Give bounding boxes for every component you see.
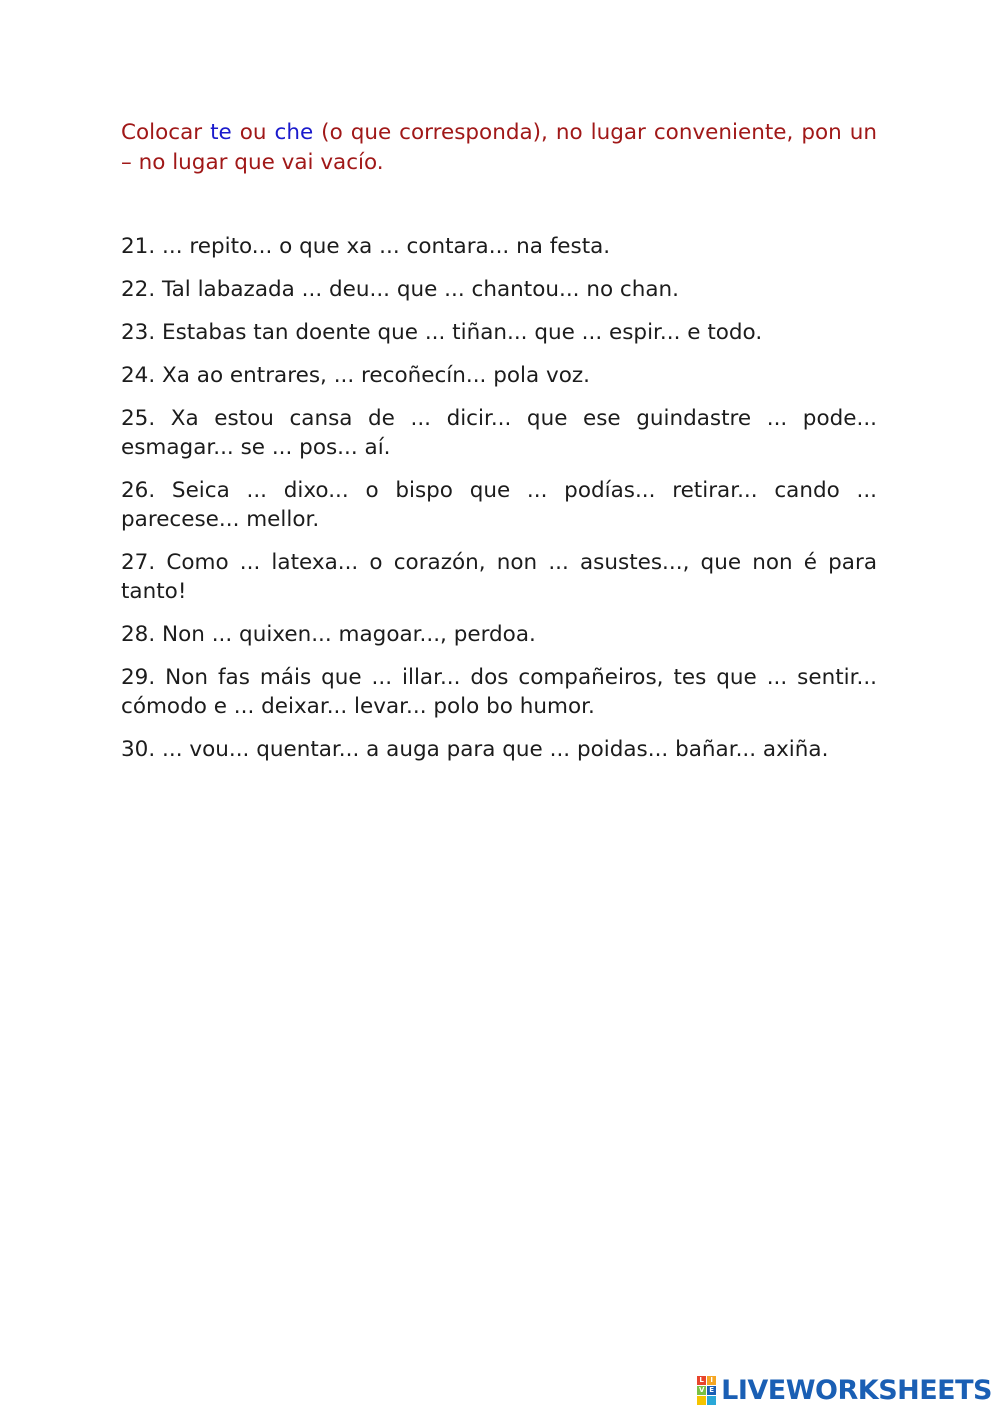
instructions	[121, 118, 877, 178]
exercise-list	[121, 232, 877, 764]
logo-text: LIVEWORKSHEETS	[721, 1374, 992, 1406]
exercise-item-30: 30. ... vou... quentar... a auga para que ... poidas... bañar... axiña.	[121, 737, 829, 762]
logo-mark-cell	[697, 1396, 706, 1405]
logo-mark-icon	[697, 1376, 716, 1405]
exercise-item-27: 27. Como ... latexa... o corazón, non ... asustes..., que non é para tanto!	[121, 550, 877, 604]
liveworksheets-logo[interactable]	[697, 1373, 992, 1407]
logo-mark-cell	[707, 1396, 716, 1405]
logo-mark-cell: E	[707, 1386, 716, 1395]
logo-mark-cell: V	[698, 1385, 705, 1394]
exercise-item-28: 28. Non ... quixen... magoar..., perdoa.	[121, 622, 536, 647]
logo-mark-cell: I	[707, 1376, 716, 1385]
keyword-te: te	[210, 120, 232, 145]
worksheet-page	[121, 118, 877, 778]
logo-mark-cell: L	[697, 1376, 706, 1385]
exercise-item-23: 23. Estabas tan doente que ... tiñan... que ... espir... e todo.	[121, 320, 763, 345]
instructions-text-1: Colocar	[121, 120, 211, 145]
instructions-text-2: ou	[231, 120, 275, 145]
instructions-text-3: (o que corresponda), no lugar conveniente, pon un – no lugar que vai vacío.	[121, 120, 877, 175]
exercise-item-21: 21. ... repito... o que xa ... contara... na festa.	[121, 234, 611, 259]
exercise-item-25: 25. Xa estou cansa de ... dicir... que ese guindastre ... pode... esmagar... se ... pos... aí.	[121, 406, 877, 460]
keyword-che: che	[274, 120, 314, 145]
exercise-item-29: 29. Non fas máis que ... illar... dos compañeiros, tes que ... sentir... cómodo e ... deixar... levar... polo bo humor.	[121, 665, 877, 719]
exercise-item-26: 26. Seica ... dixo... o bispo que ... podías... retirar... cando ... parecese... mellor.	[121, 478, 877, 532]
exercise-item-24: 24. Xa ao entrares, ... recoñecín... pola voz.	[121, 363, 590, 388]
exercise-item-22: 22. Tal labazada ... deu... que ... chantou... no chan.	[121, 277, 680, 302]
